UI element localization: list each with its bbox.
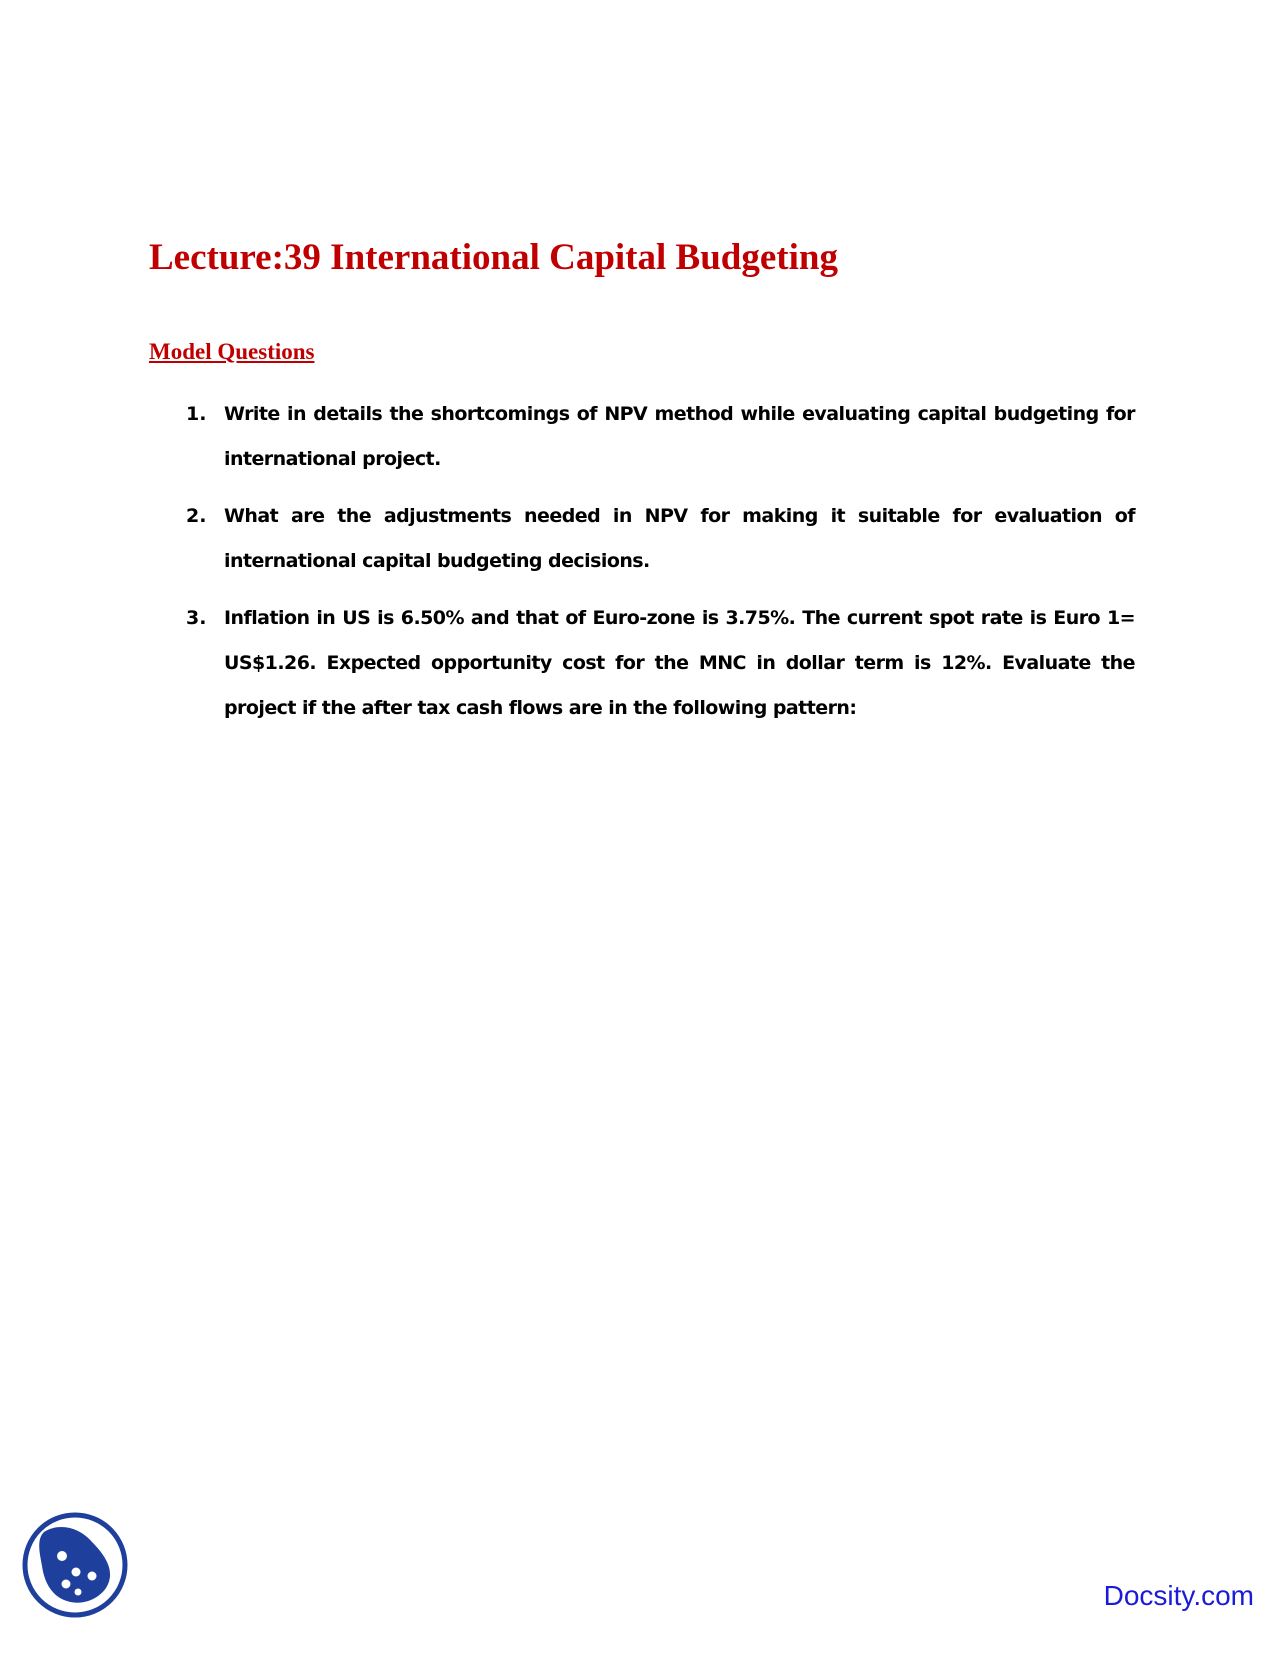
list-item xyxy=(186,494,1135,584)
question-number: 2. xyxy=(186,505,207,527)
list-item xyxy=(186,596,1135,731)
docsity-brand-text: Docsity.com xyxy=(1103,1580,1254,1611)
question-text: Write in details the shortcomings of NPV method while evaluating capital budgeting for international project. xyxy=(224,403,1135,470)
question-number: 3. xyxy=(186,607,207,629)
section-heading: Model Questions xyxy=(149,339,315,364)
question-number: 1. xyxy=(186,403,207,425)
docsity-logo-icon xyxy=(20,1510,130,1620)
question-text: What are the adjustments needed in NPV for making it suitable for evaluation of international capital budgeting decisions. xyxy=(224,505,1135,572)
page-title: Lecture:39 International Capital Budgeting xyxy=(149,237,838,278)
question-text: Inflation in US is 6.50% and that of Euro-zone is 3.75%. The current spot rate is Euro 1= US$1.26. Expected opportunity cost for the MNC in dollar term is 12%. Evaluate the project if the after tax cash flows are in the following pattern: xyxy=(224,607,1135,719)
question-list xyxy=(186,392,1135,743)
list-item xyxy=(186,392,1135,482)
